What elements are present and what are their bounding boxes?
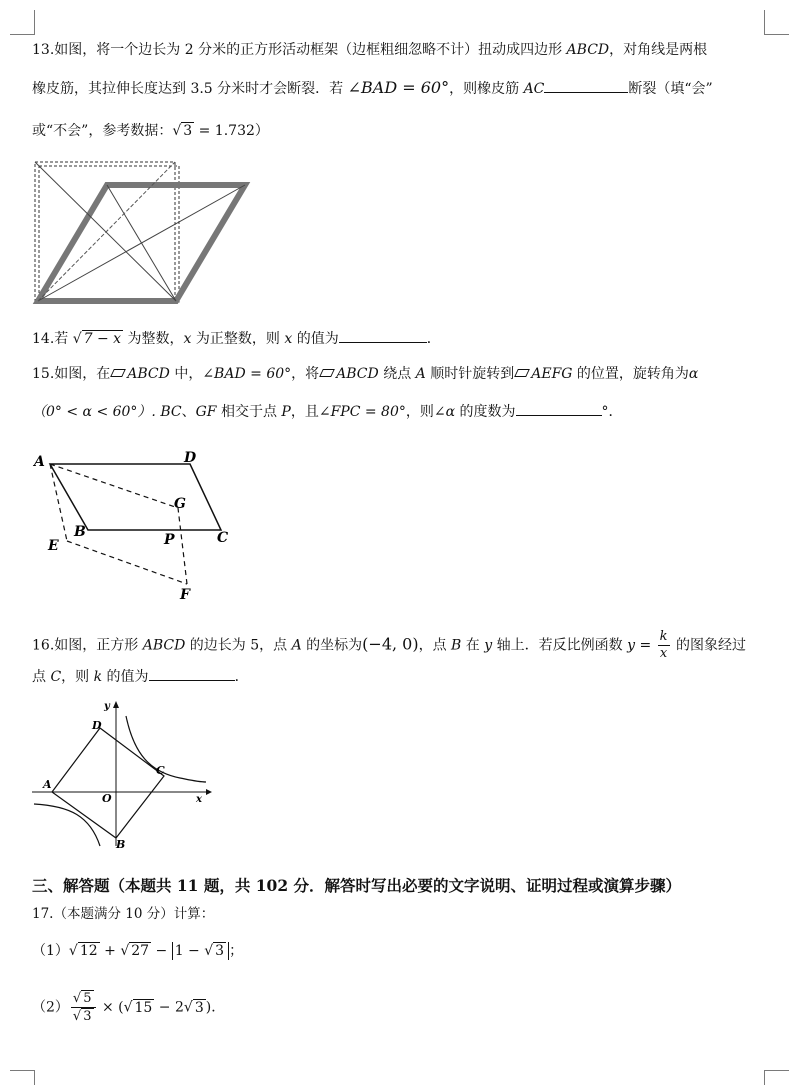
q17-sqrt-3: 3 xyxy=(194,999,204,1016)
q16-func-numerator: k xyxy=(659,629,668,644)
q16-point-c: C xyxy=(50,669,62,685)
q17-part1-end: ； xyxy=(229,943,244,959)
q16-func-denominator: x xyxy=(659,646,668,661)
q17-part2-label: （2） xyxy=(32,999,69,1016)
q17-mid: − 2 xyxy=(154,999,184,1016)
q15-label-a: A xyxy=(34,454,45,470)
q15-segment-ag xyxy=(50,464,178,508)
q15-abcd2: ABCD xyxy=(336,366,379,382)
q15-abcd: ABCD xyxy=(127,366,170,382)
q13-abcd: ABCD xyxy=(566,42,610,58)
q13-text-2b: ，则橡皮筋 xyxy=(449,81,524,97)
q16-hyperbola-branch-2 xyxy=(34,804,100,846)
q15-bc: BC xyxy=(160,404,182,420)
parallelogram-symbol-icon xyxy=(110,369,126,377)
crop-mark-bottom-left xyxy=(10,1070,35,1085)
q16-label-x: x xyxy=(196,794,202,805)
q16-figure xyxy=(30,696,220,856)
q15-alpha: α xyxy=(688,366,699,382)
q15-text-2c: 相交于点 xyxy=(216,404,282,420)
q13-text-2a: 橡皮筋，其拉伸长度达到 3.5 分米时才会断裂．若 xyxy=(32,81,344,97)
q15-text-e: 顺时针旋转到 xyxy=(425,366,515,382)
q15-text-2d: ，且 xyxy=(290,404,319,420)
q15-label-d: D xyxy=(184,450,197,466)
q13-line2 xyxy=(32,78,713,99)
section3-heading: 三、解答题（本题共 11 题，共 102 分．解答时写出必要的文字说明、证明过程或演算步骤） xyxy=(32,876,682,895)
q15-range: （0° < α < 60°）. xyxy=(32,404,161,420)
q16-func-fraction xyxy=(658,629,670,662)
q13-answer-blank[interactable] xyxy=(544,78,628,93)
q17-part2-end: )． xyxy=(205,999,226,1016)
q15-text-a: 15.如图，在 xyxy=(32,366,111,382)
q16-end: ． xyxy=(234,669,249,685)
q15-label-c: C xyxy=(217,530,229,546)
q17-absolute-value: 1 − √ 3 xyxy=(172,942,229,960)
q16-func-lhs: y = xyxy=(627,637,656,654)
parallelogram-symbol-icon xyxy=(319,369,335,377)
q15-label-e: E xyxy=(48,538,59,554)
q14-text-a: 14.若 xyxy=(32,331,73,347)
q15-text-f: 的位置，旋转角为 xyxy=(572,366,689,382)
q16-text-b: 的边长为 5，点 xyxy=(185,637,292,654)
q14-sqrt: 7 − x xyxy=(83,331,122,347)
q14-text-d: 的值为 xyxy=(292,331,339,347)
q15-line1 xyxy=(32,364,698,384)
q15-label-p: P xyxy=(164,532,175,548)
q16-label-a: A xyxy=(43,778,52,791)
q16-point-a: A xyxy=(291,637,302,654)
q14-x: x xyxy=(183,331,192,347)
q17-sqrt-15: 15 xyxy=(134,999,153,1016)
q15-segment-ae xyxy=(50,464,67,541)
q17-title: 17.（本题满分 10 分）计算： xyxy=(32,906,215,922)
q14-text-b: 为整数， xyxy=(123,331,184,347)
q13-text-3b: = 1.732） xyxy=(194,123,269,139)
q14-line: 14.若 √ 7 − x 为整数，x 为正整数，则 x 的值为 ． xyxy=(32,328,441,349)
q13-text-tail: ，对角线是两根 xyxy=(609,42,708,58)
q16-line2 xyxy=(32,666,249,687)
q13-angle: ∠BAD = 60° xyxy=(347,78,450,97)
q16-y: y xyxy=(484,637,493,654)
q16-text-e: 在 xyxy=(461,637,485,654)
q15-answer-blank[interactable] xyxy=(516,401,602,416)
q16-answer-blank[interactable] xyxy=(149,666,235,681)
q13-line3: 或“不会”，参考数据：√ 3 = 1.732） xyxy=(32,123,269,139)
q15-label-b: B xyxy=(74,524,86,540)
crop-mark-bottom-right xyxy=(764,1070,789,1085)
q15-text-2e: ，则 xyxy=(405,404,434,420)
q13-text: 13.如图，将一个边长为 2 分米的正方形活动框架（边框粗细忽略不计）扭动成四边形 xyxy=(32,42,567,58)
q17-frac-num: 5 xyxy=(83,991,92,1006)
q16-square-abcd xyxy=(52,728,164,838)
crop-mark-top-right xyxy=(764,10,789,35)
q15-angle: ∠BAD = 60° xyxy=(202,366,292,382)
q17-minus: − xyxy=(151,943,172,959)
q16-text-2b: ，则 xyxy=(61,669,94,685)
q15-text-d: 绕点 xyxy=(378,366,416,382)
q17-abs-sqrt3: 3 xyxy=(215,943,225,959)
q16-text-2a: 点 xyxy=(32,669,51,685)
q13-text-3a: 或“不会”，参考数据： xyxy=(32,123,173,139)
q15-gf: GF xyxy=(195,404,217,420)
q15-parallelogram-abcd xyxy=(50,464,221,530)
q16-text-g: 的图象经过 xyxy=(671,637,746,654)
q17-plus: + xyxy=(99,943,121,959)
q17-abs-text: 1 − xyxy=(174,943,205,959)
crop-mark-top-left xyxy=(10,10,35,35)
q15-angle-alpha: ∠α xyxy=(433,404,456,420)
q16-hyperbola-branch-1 xyxy=(126,716,206,782)
q16-abcd: ABCD xyxy=(142,637,186,654)
q15-figure xyxy=(30,446,240,606)
q15-label-f: F xyxy=(180,587,190,603)
q14-x2: x xyxy=(284,331,293,347)
q16-coordinate: (−4, 0) xyxy=(362,634,419,654)
q17-times: × ( xyxy=(97,999,124,1016)
q17-sqrt-12: 12 xyxy=(79,943,98,959)
q16-label-o: O xyxy=(102,792,112,805)
q15-p: P xyxy=(281,404,291,420)
q16-point-b: B xyxy=(451,637,462,654)
q15-aefg: AEFG xyxy=(531,366,573,382)
q16-label-y: y xyxy=(104,701,110,712)
q16-text-a: 16.如图，正方形 xyxy=(32,637,143,654)
q17-frac-den: 3 xyxy=(83,1009,92,1024)
q16-label-d: D xyxy=(92,719,102,732)
q14-end: ． xyxy=(426,331,441,347)
q13-text-2c: 断裂（填“会” xyxy=(628,81,713,97)
q15-segment-fg xyxy=(178,508,187,584)
q13-ac: AC xyxy=(523,81,545,97)
q16-y-arrow-icon xyxy=(113,701,119,708)
parallelogram-symbol-icon xyxy=(514,369,530,377)
q15-angle-fpc: ∠FPC = 80° xyxy=(318,404,406,420)
q15-line2 xyxy=(32,401,623,422)
q16-label-b: B xyxy=(116,838,126,851)
q16-k: k xyxy=(93,669,103,685)
q14-answer-blank[interactable] xyxy=(339,328,427,343)
q13-line1 xyxy=(32,40,707,60)
q15-point-a: A xyxy=(415,366,426,382)
q16-label-c: C xyxy=(156,764,165,777)
q17-part1-label: （1） xyxy=(32,943,69,959)
q17-part2: （2） $\frac{√ 5}{√ 3}$ × (√ 15 − 2√ 3 )． xyxy=(32,991,226,1024)
q16-text-d: ，点 xyxy=(418,637,452,654)
q17-frac-num-wrap: √ 5 xyxy=(71,990,96,1008)
q16-x-arrow-icon xyxy=(206,789,212,795)
q16-text-2d: 的值为 xyxy=(102,669,149,685)
q15-text-2b: 、 xyxy=(181,404,196,420)
q17-fraction xyxy=(71,990,96,1025)
q15-text-c: ，将 xyxy=(291,366,320,382)
q13-sqrt3: 3 xyxy=(183,123,193,139)
q13-figure xyxy=(30,157,255,309)
q15-text-b: 中， xyxy=(169,366,203,382)
q17-sqrt-27: 27 xyxy=(131,943,150,959)
q16-line1 xyxy=(32,629,746,662)
q16-text-c: 的坐标为 xyxy=(301,637,363,654)
q15-text-2f: 的度数为 xyxy=(455,404,516,420)
q16-text-f: 轴上．若反比例函数 xyxy=(492,637,628,654)
q17-frac-den-wrap: √ 3 xyxy=(72,1009,92,1024)
q15-end: °． xyxy=(601,404,623,420)
q17-part1: （1）√ 12 + √ 27 − 1 − √ 3 ； xyxy=(32,943,244,959)
q14-text-c: 为正整数，则 xyxy=(191,331,285,347)
q15-label-g: G xyxy=(174,496,186,512)
